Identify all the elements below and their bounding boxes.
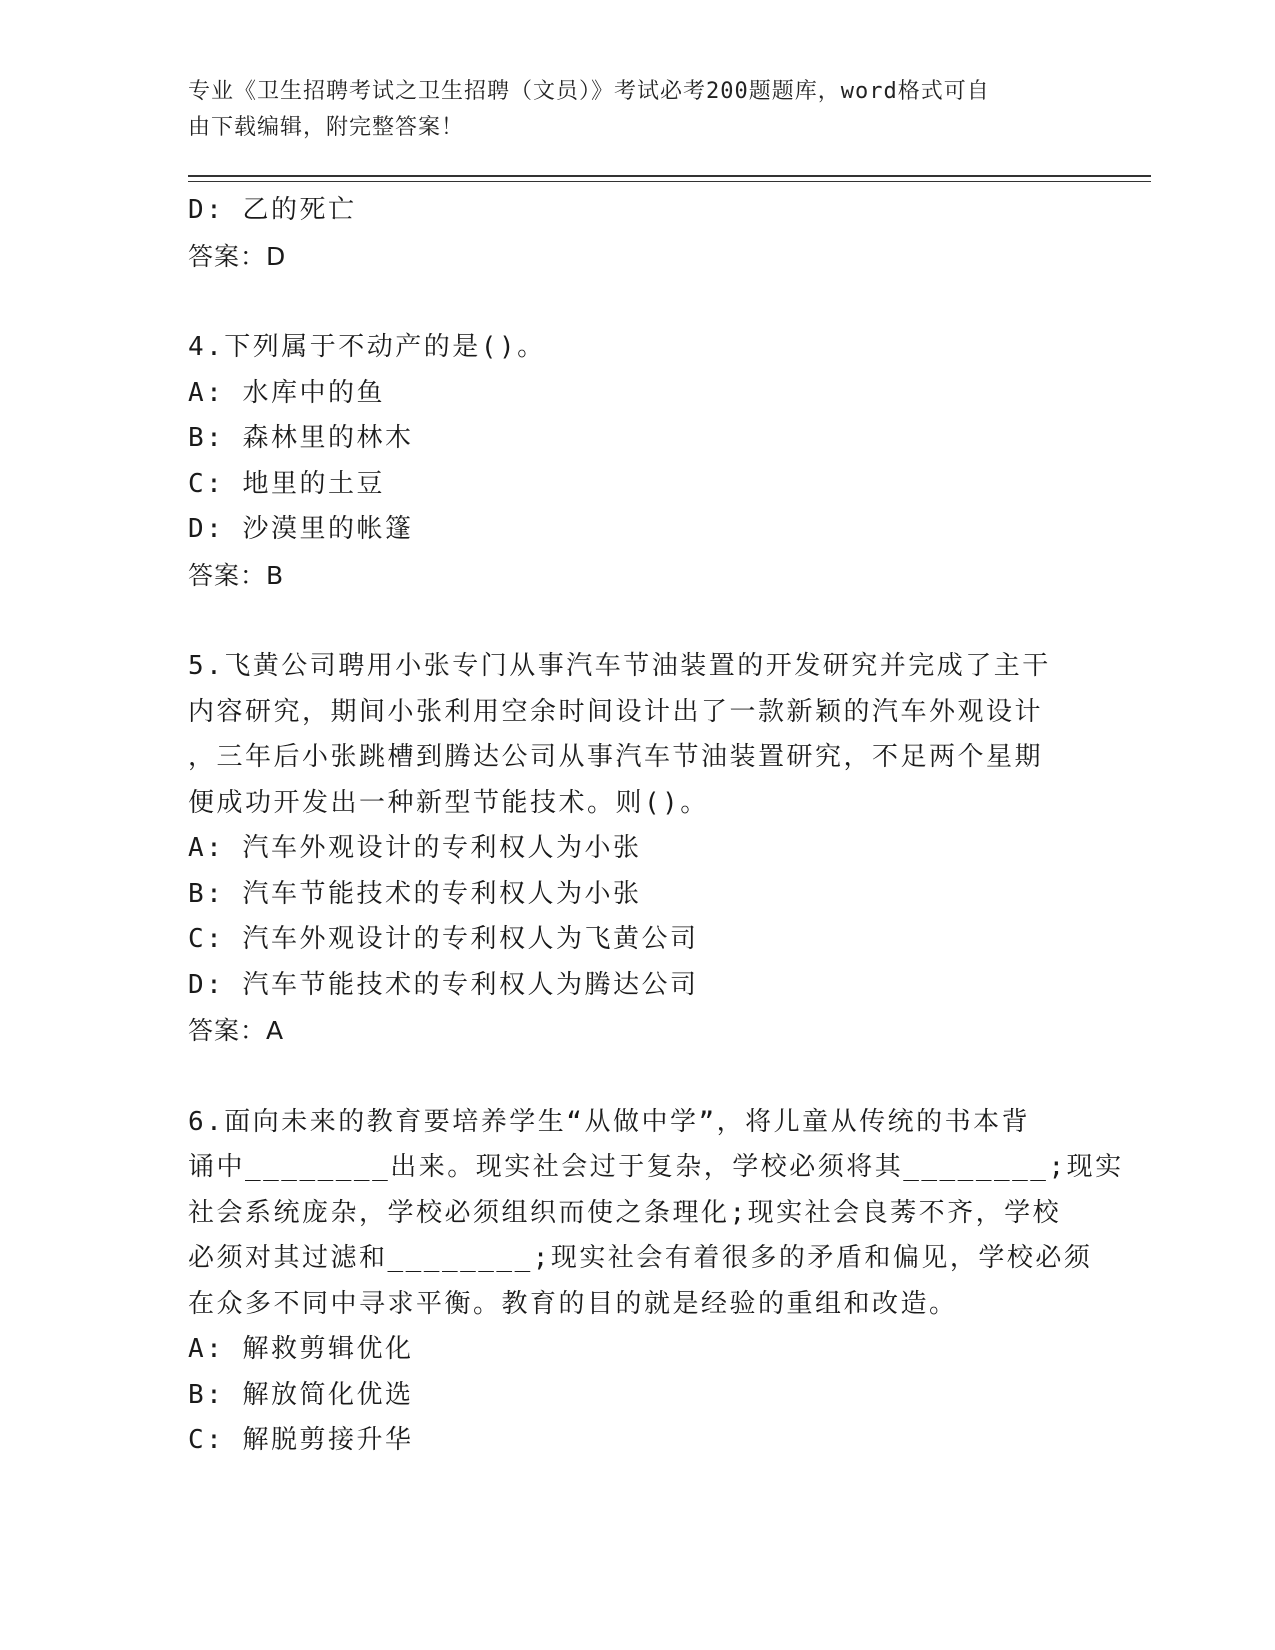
q4-stem: 4.下列属于不动产的是()。 bbox=[188, 332, 546, 362]
question-6 bbox=[188, 1100, 1124, 1464]
spacer bbox=[188, 279, 1088, 325]
q6-stem-line-1: 6.面向未来的教育要培养学生“从做中学”，将儿童从传统的书本背 bbox=[188, 1106, 1031, 1137]
q5-option-b: B: 汽车节能技术的专利权人为小张 bbox=[188, 878, 642, 909]
q6-option-c: C: 解脱剪接升华 bbox=[188, 1425, 414, 1455]
q3-answer: 答案：D bbox=[188, 241, 287, 271]
header-line-1: 专业《卫生招聘考试之卫生招聘（文员）》考试必考200题题库，word格式可自 bbox=[188, 79, 990, 104]
q3-option-d: D: 乙的死亡 bbox=[188, 195, 357, 225]
q4-option-c: C: 地里的土豆 bbox=[188, 468, 385, 499]
q5-answer: 答案：A bbox=[188, 1016, 285, 1045]
q4-option-b: B: 森林里的林木 bbox=[188, 423, 414, 453]
header-rule-thin bbox=[188, 181, 1151, 182]
spacer bbox=[188, 598, 1088, 644]
q6-stem-line-3: 社会系统庞杂，学校必须组织而使之条理化;现实社会良莠不齐，学校 bbox=[188, 1197, 1062, 1228]
q5-stem-line-2: 内容研究，期间小张利用空余时间设计出了一款新颖的汽车外观设计 bbox=[188, 696, 1044, 727]
question-5 bbox=[188, 644, 1088, 1054]
q4-option-d: D: 沙漠里的帐篷 bbox=[188, 514, 414, 544]
q5-stem-line-1: 5.飞黄公司聘用小张专门从事汽车节油装置的开发研究并完成了主干 bbox=[188, 651, 1051, 681]
question-content bbox=[188, 188, 1124, 1464]
q6-option-a: A: 解救剪辑优化 bbox=[188, 1334, 414, 1364]
spacer bbox=[188, 1054, 1088, 1100]
q6-stem-line-5: 在众多不同中寻求平衡。教育的目的就是经验的重组和改造。 bbox=[188, 1288, 958, 1319]
q5-stem-line-4: 便成功开发出一种新型节能技术。则()。 bbox=[188, 787, 709, 818]
q6-stem-line-4: 必须对其过滤和________;现实社会有着很多的矛盾和偏见，学校必须 bbox=[188, 1243, 1093, 1273]
q5-option-d: D: 汽车节能技术的专利权人为腾达公司 bbox=[188, 969, 699, 1000]
question-4 bbox=[188, 325, 1088, 598]
q5-option-a: A: 汽车外观设计的专利权人为小张 bbox=[188, 833, 642, 863]
q6-option-b: B: 解放简化优选 bbox=[188, 1379, 414, 1410]
page-header bbox=[188, 74, 1068, 146]
q4-option-a: A: 水库中的鱼 bbox=[188, 377, 385, 408]
q4-answer: 答案：B bbox=[188, 560, 285, 590]
header-line-2: 由下载编辑，附完整答案！ bbox=[188, 115, 465, 140]
header-rule-thick bbox=[188, 175, 1151, 177]
q6-stem-line-2: 诵中________出来。现实社会过于复杂，学校必须将其________;现实 bbox=[188, 1152, 1124, 1182]
q5-stem-line-3: ，三年后小张跳槽到腾达公司从事汽车节油装置研究，不足两个星期 bbox=[188, 742, 1044, 772]
q5-option-c: C: 汽车外观设计的专利权人为飞黄公司 bbox=[188, 924, 699, 954]
